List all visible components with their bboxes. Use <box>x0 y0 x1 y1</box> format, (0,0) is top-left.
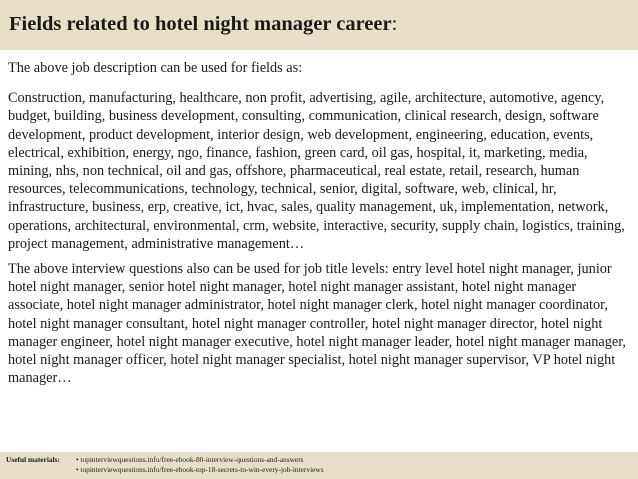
footer-label: Useful materials: <box>6 455 60 464</box>
footer-bar <box>0 452 638 479</box>
page-title-text: Fields related to hotel night manager career <box>9 13 392 35</box>
main-content <box>8 59 632 387</box>
fields-list: Construction, manufacturing, healthcare, non profit, advertising, agile, architecture, automotive, agency, budget, building, business development, consulting, communication, clinical research, design, software development, product development, interior design, web development, engineering, education, events, electrical, exhibition, energy, ngo, finance, fashion, green card, oil gas, hospital, it, marketing, media, mining, nhs, non technical, oil and gas, offshore, pharmaceutical, real estate, retail, research, human resources, telecommunications, technology, technical, senior, digital, software, web, clinical, hr, infrastructure, business, erp, creative, ict, hvac, sales, quality management, uk, implementation, network, operations, architectural, environmental, crm, website, interactive, security, supply chain, logistics, training, project management, administrative management… <box>8 90 625 252</box>
footer-link-80-questions[interactable]: • topinterviewquestions.info/free-ebook-80-interview-questions-and-answers <box>76 455 304 464</box>
footer-link-18-secrets[interactable]: • topinterviewquestions.info/free-ebook-top-18-secrets-to-win-every-job-interviews <box>76 465 324 474</box>
footer-row-2 <box>6 465 638 475</box>
intro-text: The above job description can be used for fields as: <box>8 60 303 76</box>
title-bar <box>0 0 638 50</box>
footer-label-spacer <box>6 465 76 475</box>
job-levels-text: The above interview questions also can be used for job title levels: entry level hotel night manager, junior hotel night manager, senior hotel night manager, hotel night manager assistant, hotel night manager associate, hotel night manager administrator, hotel night manager clerk, hotel night manager coordinator, hotel night manager consultant, hotel night manager controller, hotel night manager director, hotel night manager engineer, hotel night manager executive, hotel night manager leader, hotel night manager manager, hotel night manager officer, hotel night manager specialist, hotel night manager supervisor, VP hotel night manager… <box>8 261 626 387</box>
page-title-colon: : <box>391 13 398 35</box>
page-title <box>9 12 638 36</box>
footer-row-1 <box>6 455 638 465</box>
